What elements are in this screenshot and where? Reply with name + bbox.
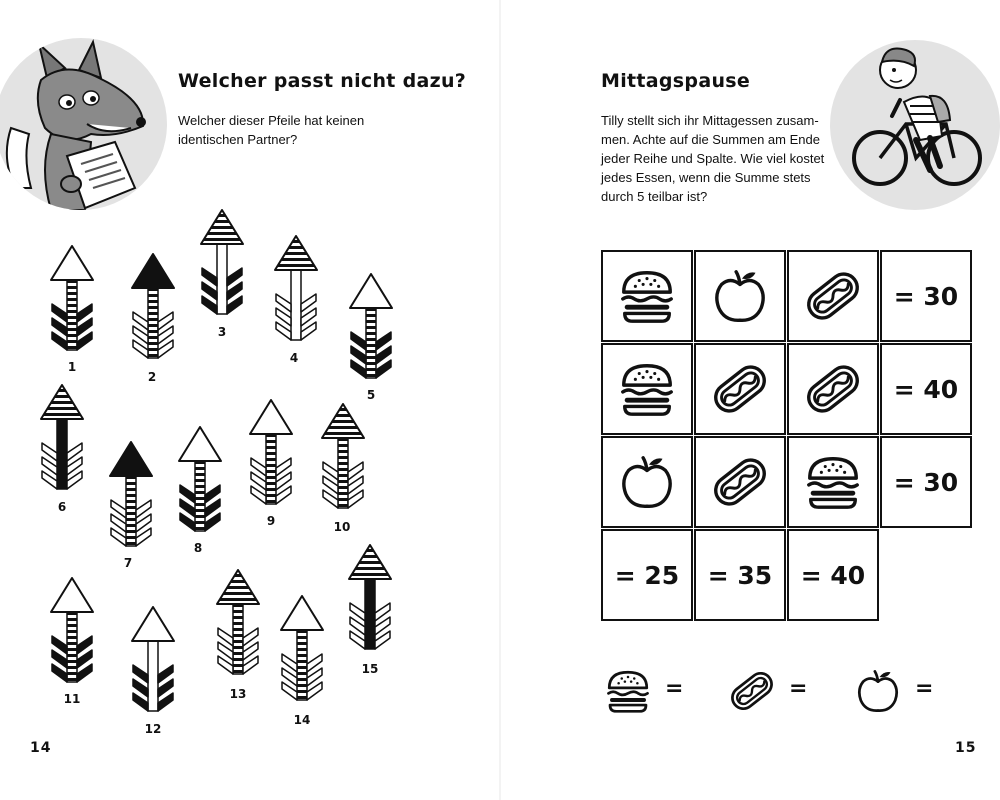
arrow-13[interactable] (214, 568, 262, 680)
arrow-shaft (195, 459, 205, 531)
arrow-1[interactable] (48, 244, 96, 356)
row-sum-cell (880, 343, 972, 435)
task-line: durch 5 teilbar ist? (601, 189, 708, 204)
grid-cell-food (601, 436, 693, 528)
grid-cell-food (787, 250, 879, 342)
arrow-head (349, 545, 391, 579)
arrow-9[interactable] (247, 398, 295, 510)
legend-equals: = (665, 676, 684, 701)
arrow-shaft (297, 628, 307, 700)
arrow-number: 3 (217, 325, 227, 339)
arrow-15[interactable] (346, 543, 394, 655)
arrow-number: 14 (293, 713, 311, 727)
arrow-head (51, 578, 93, 612)
sum-value: = 30 (893, 467, 959, 497)
arrow-number: 7 (123, 556, 133, 570)
hotdog-icon (727, 666, 777, 716)
arrow-head (250, 400, 292, 434)
arrow-number: 4 (289, 351, 299, 365)
arrow-3[interactable] (198, 208, 246, 320)
arrow-shaft (365, 577, 375, 649)
hotdog-icon (709, 451, 771, 513)
arrow-head (275, 236, 317, 270)
legend-equals: = (915, 676, 934, 701)
question-line: Welcher dieser Pfeile hat keinen (178, 113, 365, 128)
hotdog-icon (802, 265, 864, 327)
hotdog-icon (802, 358, 864, 420)
apple-icon (709, 265, 771, 327)
column-sum-cell (787, 529, 879, 621)
sum-value: = 40 (800, 560, 866, 590)
task-line: men. Achte auf die Summen am Ende (601, 132, 820, 147)
sum-value: = 35 (707, 560, 773, 590)
arrow-shaft (266, 432, 276, 504)
arrow-head (281, 596, 323, 630)
task-line: jedes Essen, wenn die Summe stets (601, 170, 811, 185)
column-sum-cell (601, 529, 693, 621)
burger-icon (616, 358, 678, 420)
arrow-shaft (291, 268, 301, 340)
arrow-shaft (366, 306, 376, 378)
page-number: 14 (30, 740, 52, 756)
page-title: Mittagspause (601, 70, 751, 92)
arrow-shaft (148, 286, 158, 358)
arrow-head (41, 385, 83, 419)
grid-cell-food (787, 436, 879, 528)
sum-value: = 25 (614, 560, 680, 590)
arrow-head (179, 427, 221, 461)
row-sum-cell (880, 436, 972, 528)
arrow-12[interactable] (129, 605, 177, 717)
arrow-head (110, 442, 152, 476)
arrow-number: 15 (361, 662, 379, 676)
sum-value: = 40 (893, 374, 959, 404)
arrow-6[interactable] (38, 383, 86, 495)
fox-illustration (0, 38, 167, 210)
arrow-14[interactable] (278, 594, 326, 706)
arrow-shaft (233, 602, 243, 674)
page-number: 15 (955, 740, 977, 756)
sum-value: = 30 (893, 281, 959, 311)
arrow-head (350, 274, 392, 308)
grid-cell-food (694, 343, 786, 435)
arrow-2[interactable] (129, 252, 177, 364)
arrow-head (201, 210, 243, 244)
grid-cell-food (787, 343, 879, 435)
arrow-number: 1 (67, 360, 77, 374)
task-text (601, 111, 831, 206)
question-line: identischen Partner? (178, 132, 298, 147)
arrow-shaft (338, 436, 348, 508)
arrow-head (51, 246, 93, 280)
arrow-10[interactable] (319, 402, 367, 514)
arrow-number: 8 (193, 541, 203, 555)
apple-icon (853, 666, 903, 716)
arrow-head (322, 404, 364, 438)
arrow-head (132, 254, 174, 288)
arrow-number: 6 (57, 500, 67, 514)
arrow-number: 12 (144, 722, 162, 736)
row-sum-cell (880, 250, 972, 342)
grid-cell-food (601, 250, 693, 342)
arrow-shaft (67, 610, 77, 682)
arrow-8[interactable] (176, 425, 224, 537)
arrow-number: 10 (333, 520, 351, 534)
cyclist-illustration (830, 40, 1000, 210)
arrow-shaft (57, 417, 67, 489)
grid-cell-food (601, 343, 693, 435)
apple-icon (616, 451, 678, 513)
arrow-shaft (126, 474, 136, 546)
arrow-head (132, 607, 174, 641)
arrow-shaft (217, 242, 227, 314)
task-line: Tilly stellt sich ihr Mittagessen zusam- (601, 113, 819, 128)
grid-cell-food (694, 250, 786, 342)
task-line: jeder Reihe und Spalte. Wie viel kostet (601, 151, 825, 166)
legend-equals: = (789, 676, 808, 701)
hotdog-icon (709, 358, 771, 420)
column-sum-cell (694, 529, 786, 621)
arrow-shaft (148, 639, 158, 711)
question-text (178, 111, 364, 149)
arrow-shaft (67, 278, 77, 350)
burger-icon (603, 666, 653, 716)
arrow-number: 13 (229, 687, 247, 701)
burger-icon (802, 451, 864, 513)
grid-cell-food (694, 436, 786, 528)
arrow-4[interactable] (272, 234, 320, 346)
burger-icon (616, 265, 678, 327)
arrow-head (217, 570, 259, 604)
arrow-number: 9 (266, 514, 276, 528)
arrow-number: 2 (147, 370, 157, 384)
page-title: Welcher passt nicht dazu? (178, 70, 467, 92)
arrow-number: 5 (366, 388, 376, 402)
arrow-7[interactable] (107, 440, 155, 552)
arrow-5[interactable] (347, 272, 395, 384)
arrow-number: 11 (63, 692, 81, 706)
arrow-11[interactable] (48, 576, 96, 688)
